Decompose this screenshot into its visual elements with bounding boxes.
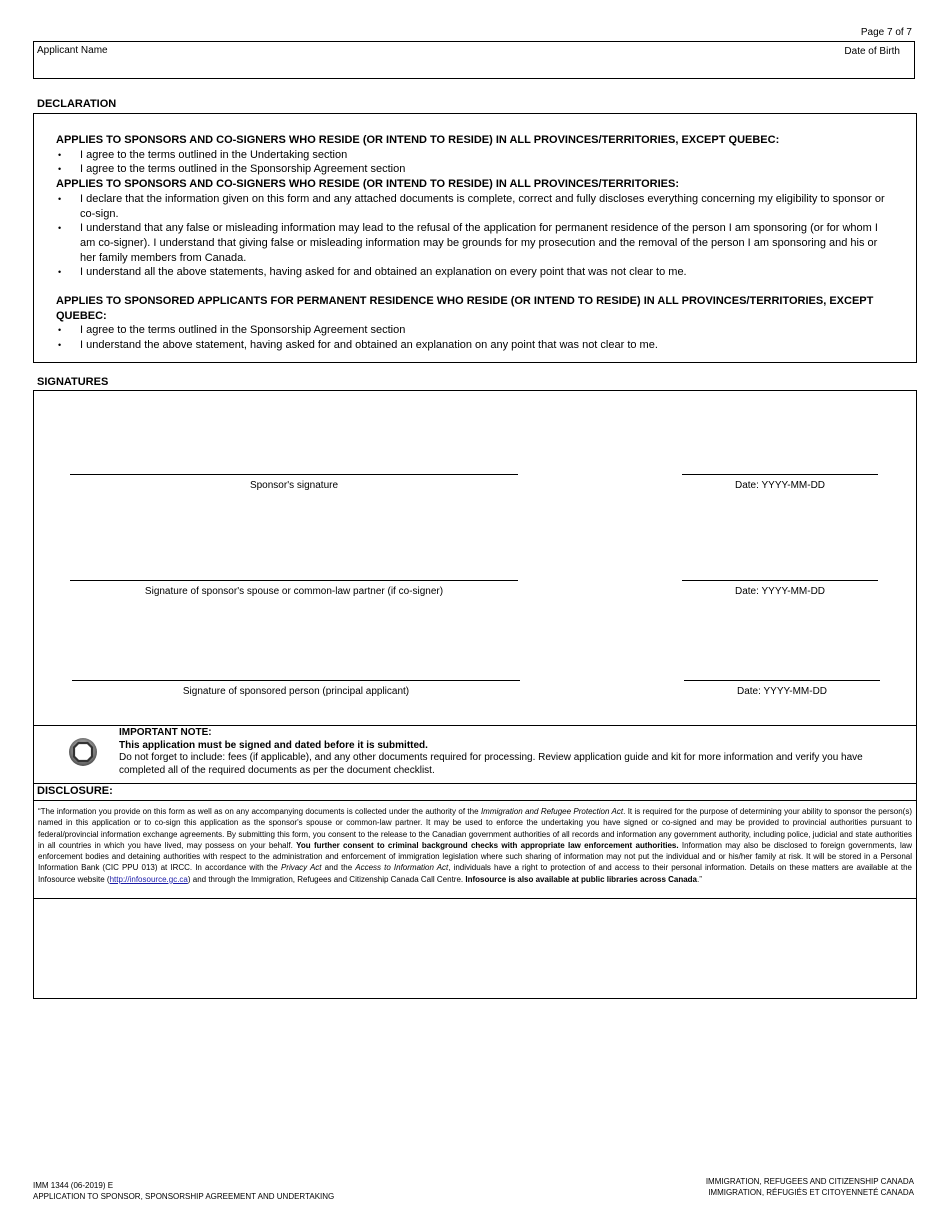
department-name-en: IMMIGRATION, REFUGEES AND CITIZENSHIP CANADA	[705, 1177, 914, 1186]
important-note-bold-line: This application must be signed and dated before it is submitted.	[119, 739, 428, 751]
infosource-link[interactable]: http://infosource.gc.ca	[109, 874, 188, 884]
important-note	[119, 727, 892, 777]
sponsored-date-line[interactable]	[684, 680, 880, 681]
declaration-box	[33, 113, 917, 363]
applicant-name-label: Applicant Name	[37, 45, 108, 56]
sponsor-signature-line[interactable]	[70, 474, 518, 475]
declaration-group2-heading: APPLIES TO SPONSORS AND CO-SIGNERS WHO RESIDE (OR INTEND TO RESIDE) IN ALL PROVINCES/TERRITORIES:	[56, 178, 679, 191]
disclosure-title: DISCLOSURE:	[37, 785, 113, 797]
declaration-group3-list	[56, 323, 916, 352]
sponsor-date-label: Date: YYYY-MM-DD	[734, 480, 826, 491]
list-item: • I agree to the terms outlined in the Sponsorship Agreement section	[56, 162, 916, 177]
spouse-signature-label: Signature of sponsor's spouse or common-law partner (if co-signer)	[144, 586, 444, 597]
sponsored-signature-label: Signature of sponsored person (principal applicant)	[182, 686, 410, 697]
page-number: Page 7 of 7	[860, 27, 912, 38]
applicant-header-box	[33, 41, 915, 79]
sponsored-signature-line[interactable]	[72, 680, 520, 681]
list-item: • I declare that the information given on this form and any attached documents is complete, correct and fully discloses everything concerning my eligibility to sponsor or co-sign.	[56, 192, 916, 221]
divider	[34, 725, 916, 726]
spouse-date-line[interactable]	[682, 580, 878, 581]
important-note-text: Do not forget to include: fees (if applicable), and any other documents required for processing. Review application guide and kit for more information and verify you have completed all of the required documents as per the document checklist.	[119, 752, 863, 776]
divider	[34, 800, 916, 801]
list-item: • I understand all the above statements, having asked for and obtained an explanation on every point that was not clear to me.	[56, 265, 916, 280]
disclosure-text: “The information you provide on this form as well as on any accompanying documents is collected under the authority of the Immigration and Refugee Protection Act. It is required for the purpose of determining your ability to sponsor the person(s) named in this application or to co-sign this application as the sponsor's spouse or common-law partner. It may be used to enforce the undertaking you have signed or co-signed and may be provided to provincial authorities pursuant to federal/provincial information exchange agreements. By submitting this form, you consent to the release to the Canadian government authorities of all records and information any government authority, including police, judicial and state authorities in all countries in which you have lived, may possess on your behalf. You further consent to criminal background checks with appropriate law enforcement authorities. Information may also be disclosed to foreign governments, law enforcement bodies and detaining authorities with respect to the administration and enforcement of immigration legislation where such sharing of information may not put the individual and or his/her family at risk. It will be stored in a Personal Information Bank (CIC PPU 013) at IRCC. In accordance with the Privacy Act and the Access to Information Act, individuals have a right to protection of and access to their personal information. Details on these matters are available at the Infosource website (http://infosource.gc.ca) and through the Immigration, Refugees and Citizenship Canada Call Centre. Infosource is also available at public libraries across Canada.”	[38, 807, 912, 884]
signatures-title: SIGNATURES	[37, 376, 109, 388]
divider	[34, 783, 916, 784]
spouse-signature-line[interactable]	[70, 580, 518, 581]
signatures-box	[33, 390, 917, 999]
footer-left	[33, 1180, 334, 1202]
declaration-group1-heading: APPLIES TO SPONSORS AND CO-SIGNERS WHO RESIDE (OR INTEND TO RESIDE) IN ALL PROVINCES/TERRITORIES, EXCEPT QUEBEC:	[56, 134, 780, 146]
footer-right	[706, 1176, 914, 1198]
list-item: • I agree to the terms outlined in the Undertaking section	[56, 148, 916, 163]
declaration-title: DECLARATION	[37, 98, 117, 110]
divider	[34, 898, 916, 899]
declaration-group1-list	[56, 148, 916, 177]
important-note-heading: IMPORTANT NOTE:	[119, 727, 212, 738]
sponsor-signature-label: Sponsor's signature	[249, 480, 339, 491]
declaration-group2-list	[56, 192, 916, 280]
list-item: • I agree to the terms outlined in the Sponsorship Agreement section	[56, 323, 916, 338]
date-of-birth-label: Date of Birth	[844, 46, 900, 57]
spouse-date-label: Date: YYYY-MM-DD	[734, 586, 826, 597]
department-name-fr: IMMIGRATION, RÉFUGIÉS ET CITOYENNETÉ CANADA	[708, 1188, 914, 1197]
sponsor-date-line[interactable]	[682, 474, 878, 475]
stop-sign-icon	[68, 737, 98, 767]
declaration-group3-heading: APPLIES TO SPONSORED APPLICANTS FOR PERMANENT RESIDENCE WHO RESIDE (OR INTEND TO RESIDE) IN ALL PROVINCES/TERRITORIES, EXCEPT QUEBEC:	[56, 295, 874, 322]
form-title: APPLICATION TO SPONSOR, SPONSORSHIP AGREEMENT AND UNDERTAKING	[33, 1192, 335, 1201]
list-item: • I understand the above statement, having asked for and obtained an explanation on any point that was not clear to me.	[56, 338, 916, 353]
list-item: • I understand that any false or misleading information may lead to the refusal of the application for permanent residence of the person I am sponsoring (or for whom I am co-signer). I understand that giving false or misleading information may be grounds for my prosecution and the removal of the person I am sponsoring and his or her family members from Canada.	[56, 221, 916, 265]
sponsored-date-label: Date: YYYY-MM-DD	[736, 686, 828, 697]
form-code: IMM 1344 (06-2019) E	[33, 1181, 114, 1190]
